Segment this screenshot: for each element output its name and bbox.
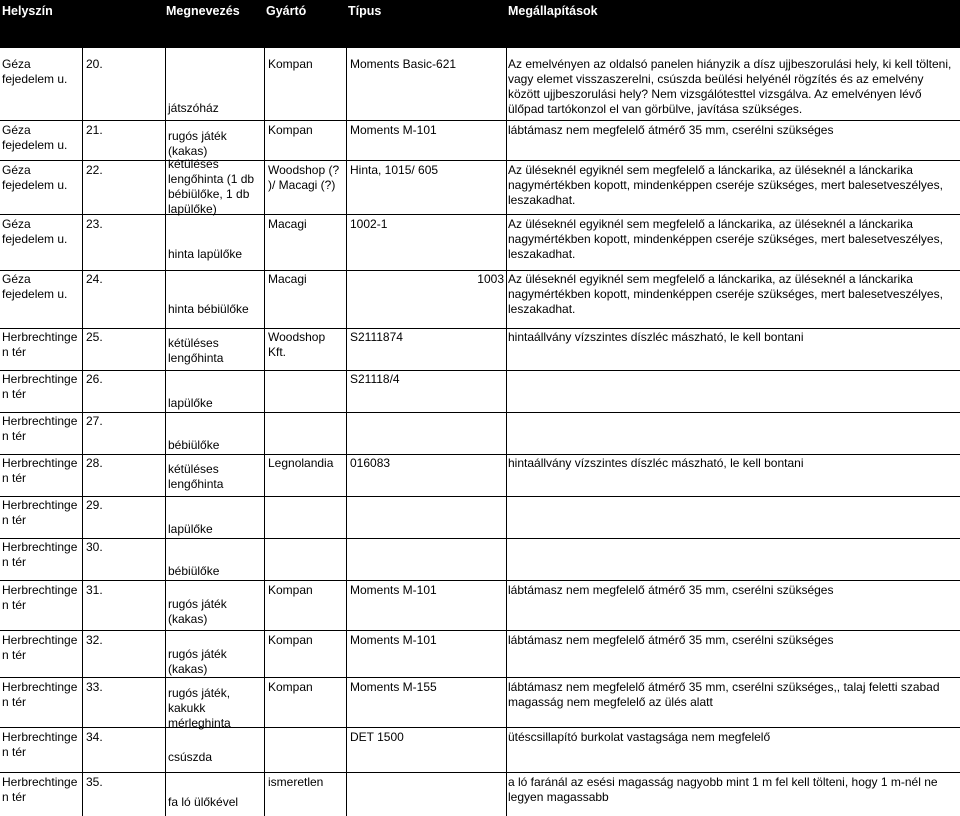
cell-location: Géza fejedelem u. <box>2 57 68 86</box>
cell-location: Herbrechtinge n tér <box>2 633 78 662</box>
header-helyszin: Helyszín <box>2 4 53 18</box>
cell-manufacturer: Kompan <box>268 123 313 137</box>
header-tipus: Típus <box>348 4 382 18</box>
cell-number: 34. <box>86 730 103 744</box>
cell-location: Géza fejedelem u. <box>2 163 68 192</box>
column-divider <box>346 48 347 816</box>
row-divider <box>0 214 960 215</box>
cell-findings: lábtámasz nem megfelelő átmérő 35 mm, cserélni szükséges <box>508 583 834 597</box>
row-divider <box>0 538 960 539</box>
cell-manufacturer: Kompan <box>268 680 313 694</box>
cell-type: 1002-1 <box>350 217 388 231</box>
row-divider <box>0 580 960 581</box>
cell-findings: ütéscsillapító burkolat vastagsága nem megfelelő <box>508 730 771 744</box>
column-divider <box>165 48 166 816</box>
cell-type: DET 1500 <box>350 730 404 744</box>
cell-manufacturer: Kompan <box>268 583 313 597</box>
cell-number: 25. <box>86 330 103 344</box>
cell-findings: hintaállvány vízszintes díszléc mászható, le kell bontani <box>508 456 804 470</box>
cell-equipment-name: fa ló ülőkével <box>168 795 239 809</box>
cell-number: 26. <box>86 372 103 386</box>
row-divider <box>0 454 960 455</box>
cell-location: Herbrechtinge n tér <box>2 456 78 485</box>
cell-location: Herbrechtinge n tér <box>2 372 78 401</box>
cell-type: Moments M-155 <box>350 680 437 694</box>
cell-equipment-name: játszóház <box>168 101 219 115</box>
cell-type: 1003 <box>477 272 504 286</box>
cell-number: 24. <box>86 272 103 286</box>
cell-equipment-name: hinta bébiülőke <box>168 302 249 316</box>
cell-equipment-name: rugós játék (kakas) <box>168 647 227 676</box>
cell-findings: Az üléseknél egyiknél sem megfelelő a lánckarika, az üléseknél a lánckarika nagymértékben kopott, mindenképpen cseréje szükséges, mert balesetveszélyes, leszakadhat. <box>508 217 943 261</box>
column-divider <box>264 48 265 816</box>
cell-number: 23. <box>86 217 103 231</box>
cell-number: 35. <box>86 775 103 789</box>
cell-type: S2111874 <box>350 330 403 344</box>
row-divider <box>0 412 960 413</box>
cell-findings: lábtámasz nem megfelelő átmérő 35 mm, cserélni szükséges <box>508 123 834 137</box>
cell-location: Herbrechtinge n tér <box>2 540 78 569</box>
cell-findings: Az üléseknél egyiknél sem megfelelő a lánckarika, az üléseknél a lánckarika nagymértékben kopott, mindenképpen cseréje szükséges, mert balesetveszélyes, leszakadhat. <box>508 163 943 207</box>
cell-number: 22. <box>86 163 103 177</box>
header-megnevezes: Megnevezés <box>166 4 240 18</box>
cell-location: Herbrechtinge n tér <box>2 583 78 612</box>
row-divider <box>0 160 960 161</box>
column-divider <box>82 48 83 816</box>
cell-type: Moments Basic-621 <box>350 57 457 71</box>
row-divider <box>0 677 960 678</box>
cell-type: Moments M-101 <box>350 123 437 137</box>
cell-findings: Az üléseknél egyiknél sem megfelelő a lánckarika, az üléseknél a lánckarika nagymértékben kopott, mindenképpen cseréje szükséges, mert balesetveszélyes, leszakadhat. <box>508 272 943 316</box>
cell-number: 28. <box>86 456 103 470</box>
cell-equipment-name: rugós játék (kakas) <box>168 129 227 158</box>
row-divider <box>0 328 960 329</box>
cell-number: 21. <box>86 123 103 137</box>
header-megallapitasok: Megállapítások <box>508 4 598 18</box>
cell-number: 31. <box>86 583 103 597</box>
cell-equipment-name: csúszda <box>168 750 213 764</box>
cell-type: Hinta, 1015/ 605 <box>350 163 439 177</box>
row-divider <box>0 496 960 497</box>
cell-manufacturer: Kompan <box>268 57 313 71</box>
row-divider <box>0 370 960 371</box>
row-divider <box>0 727 960 728</box>
cell-type: 016083 <box>350 456 391 470</box>
cell-location: Herbrechtinge n tér <box>2 680 78 709</box>
cell-location: Herbrechtinge n tér <box>2 414 78 443</box>
cell-findings: lábtámasz nem megfelelő átmérő 35 mm, cserélni szükséges <box>508 633 834 647</box>
cell-manufacturer: Macagi <box>268 217 307 231</box>
cell-manufacturer: Kompan <box>268 633 313 647</box>
cell-number: 33. <box>86 680 103 694</box>
cell-manufacturer: Woodshop Kft. <box>268 330 326 359</box>
cell-location: Géza fejedelem u. <box>2 217 68 246</box>
cell-location: Herbrechtinge n tér <box>2 775 78 804</box>
cell-manufacturer: Woodshop (? )/ Macagi (?) <box>268 163 340 192</box>
row-divider <box>0 120 960 121</box>
cell-equipment-name: rugós játék (kakas) <box>168 597 227 626</box>
cell-findings: hintaállvány vízszintes díszléc mászható, le kell bontani <box>508 330 804 344</box>
row-divider <box>0 270 960 271</box>
cell-location: Herbrechtinge n tér <box>2 730 78 759</box>
cell-number: 29. <box>86 498 103 512</box>
row-divider <box>0 630 960 631</box>
cell-location: Herbrechtinge n tér <box>2 498 78 527</box>
cell-location: Herbrechtinge n tér <box>2 330 78 359</box>
cell-type: S21118/4 <box>350 372 400 386</box>
cell-equipment-name: bébiülőke <box>168 564 220 578</box>
row-divider <box>0 772 960 773</box>
cell-type: Moments M-101 <box>350 583 437 597</box>
cell-location: Géza fejedelem u. <box>2 272 68 301</box>
cell-findings: lábtámasz nem megfelelő átmérő 35 mm, cserélni szükséges,, talaj feletti szabad magasság nem megfelelő az ülés alatt <box>508 680 940 709</box>
column-divider <box>506 48 507 816</box>
cell-equipment-name: kétüléses lengőhinta (1 db bébiülőke, 1 db lapülőke) <box>168 157 255 216</box>
cell-number: 27. <box>86 414 103 428</box>
cell-equipment-name: lapülőke <box>168 522 213 536</box>
cell-equipment-name: rugós játék, kakukk mérleghinta <box>168 686 231 730</box>
cell-manufacturer: ismeretlen <box>268 775 324 789</box>
table-header <box>0 0 960 48</box>
cell-location: Géza fejedelem u. <box>2 123 68 152</box>
header-gyarto: Gyártó <box>266 4 307 18</box>
cell-number: 30. <box>86 540 103 554</box>
cell-equipment-name: bébiülőke <box>168 438 220 452</box>
cell-findings: a ló faránál az esési magasság nagyobb mint 1 m fel kell tölteni, hogy 1 m-nél ne legyen magassabb <box>508 775 938 804</box>
cell-number: 32. <box>86 633 103 647</box>
cell-number: 20. <box>86 57 103 71</box>
cell-findings: Az emelvényen az oldalsó panelen hiányzik a dísz ujjbeszorulási hely, ki kell tölteni, vagy elemet visszaszerelni, csúszda beülési helyénél rögzítés és az emelvény között ujjbeszorulási hely? Nem vizsgálótesttel vizsgálva. Az emelvényen lévő ülőpad tartókonzol el van görbülve, javítása szükséges. <box>508 57 952 116</box>
cell-equipment-name: kétüléses lengőhinta <box>168 462 224 491</box>
cell-equipment-name: kétüléses lengőhinta <box>168 336 224 365</box>
cell-equipment-name: hinta lapülőke <box>168 247 243 261</box>
cell-manufacturer: Macagi <box>268 272 307 286</box>
cell-type: Moments M-101 <box>350 633 437 647</box>
cell-manufacturer: Legnolandia <box>268 456 334 470</box>
cell-equipment-name: lapülőke <box>168 396 213 410</box>
